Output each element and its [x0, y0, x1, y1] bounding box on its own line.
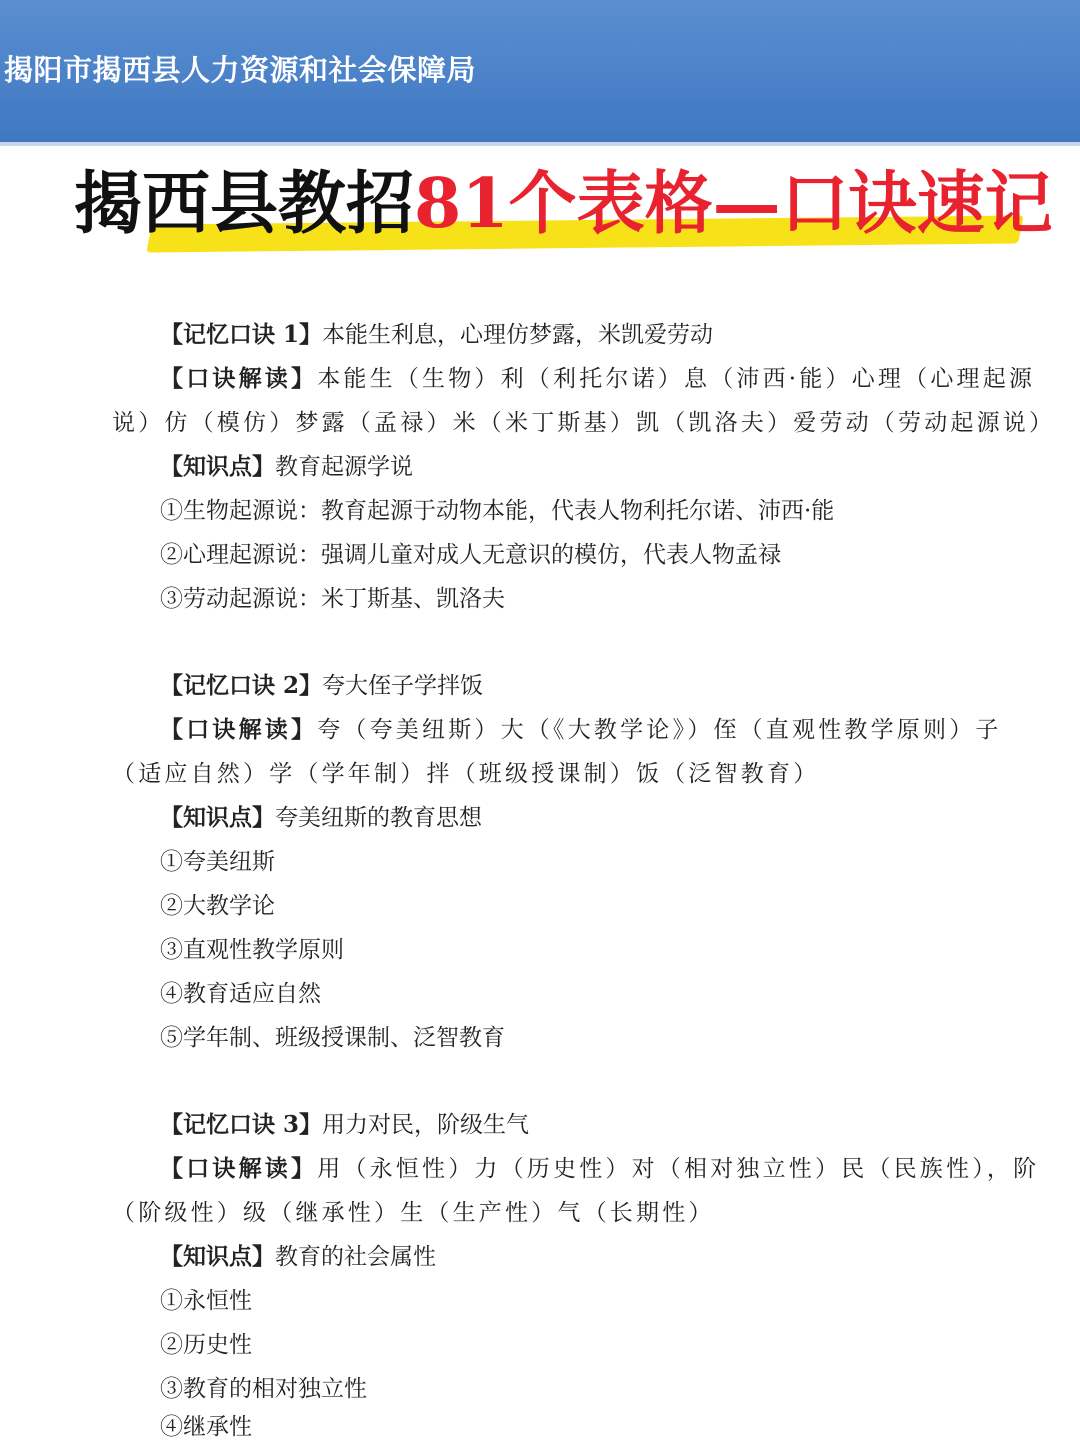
mnemonic-text: 夸大侄子学拌饭: [322, 673, 484, 699]
mnemonic-line: [160, 671, 483, 701]
title-red-part: 81个表格—口诀速记: [414, 164, 1053, 244]
knowledge-line: [160, 803, 482, 833]
explain-line: [160, 364, 1035, 394]
org-name: 揭阳市揭西县人力资源和社会保障局: [4, 53, 477, 87]
explain-continuation: （阶级性）级（继承性）生（生产性）气（长期性）: [112, 1200, 715, 1226]
knowledge-tag: 【知识点】: [160, 1243, 275, 1270]
explain-continuation: 说）仿（模仿）梦露（孟禄）米（米丁斯基）凯（凯洛夫）爱劳动（劳动起源说）: [112, 410, 1056, 436]
explain-line: [160, 715, 1002, 745]
point-item: ①夸美纽斯: [160, 849, 275, 875]
knowledge-line: [160, 1242, 436, 1272]
point-item: ①永恒性: [160, 1288, 252, 1314]
knowledge-text: 夸美纽斯的教育思想: [275, 805, 482, 831]
point-item: ⑤学年制、班级授课制、泛智教育: [160, 1025, 505, 1051]
mnemonic-tag: 【记忆口诀 3】: [160, 1111, 323, 1138]
page-title: [74, 164, 1053, 244]
mnemonic-line: [160, 320, 713, 350]
title-black-part: 揭西县教招: [74, 164, 415, 244]
mnemonic-tag: 【记忆口诀 2】: [160, 672, 323, 699]
explain-text: 本能生（生物）利（利托尔诺）息（沛西·能）心理（心理起源: [317, 366, 1036, 392]
mnemonic-text: 用力对民，阶级生气: [322, 1112, 530, 1138]
title-block: [0, 162, 1080, 262]
explain-tag: 【口诀解读】: [160, 365, 318, 392]
knowledge-text: 教育的社会属性: [275, 1244, 436, 1270]
explain-continuation: （适应自然）学（学年制）拌（班级授课制）饭（泛智教育）: [112, 761, 820, 787]
point-item: ③劳动起源说：米丁斯基、凯洛夫: [160, 586, 505, 612]
point-item: ③教育的相对独立性: [160, 1376, 367, 1402]
mnemonic-line: [160, 1110, 529, 1140]
point-item: ②历史性: [160, 1332, 252, 1358]
knowledge-text: 教育起源学说: [275, 454, 413, 480]
point-item: ②心理起源说：强调儿童对成人无意识的模仿，代表人物孟禄: [160, 542, 781, 568]
explain-tag: 【口诀解读】: [160, 1155, 318, 1182]
point-item: ③直观性教学原则: [160, 937, 344, 963]
explain-text: 用（永恒性）力（历史性）对（相对独立性）民（民族性），阶: [317, 1156, 1040, 1182]
knowledge-line: [160, 452, 413, 482]
knowledge-tag: 【知识点】: [160, 453, 275, 480]
mnemonic-text: 本能生利息，心理仿梦露，米凯爱劳动: [322, 322, 714, 348]
explain-tag: 【口诀解读】: [160, 716, 318, 743]
point-item: ①生物起源说：教育起源于动物本能，代表人物利托尔诺、沛西·能: [160, 498, 835, 524]
header-bar: [0, 0, 1080, 142]
point-item: ④继承性: [160, 1414, 252, 1440]
mnemonic-tag: 【记忆口诀 1】: [160, 321, 323, 348]
knowledge-tag: 【知识点】: [160, 804, 275, 831]
point-item: ②大教学论: [160, 893, 275, 919]
point-item: ④教育适应自然: [160, 981, 321, 1007]
explain-text: 夸（夸美纽斯）大（《大教学论》）侄（直观性教学原则）子: [317, 717, 1002, 743]
explain-line: [160, 1154, 1039, 1184]
